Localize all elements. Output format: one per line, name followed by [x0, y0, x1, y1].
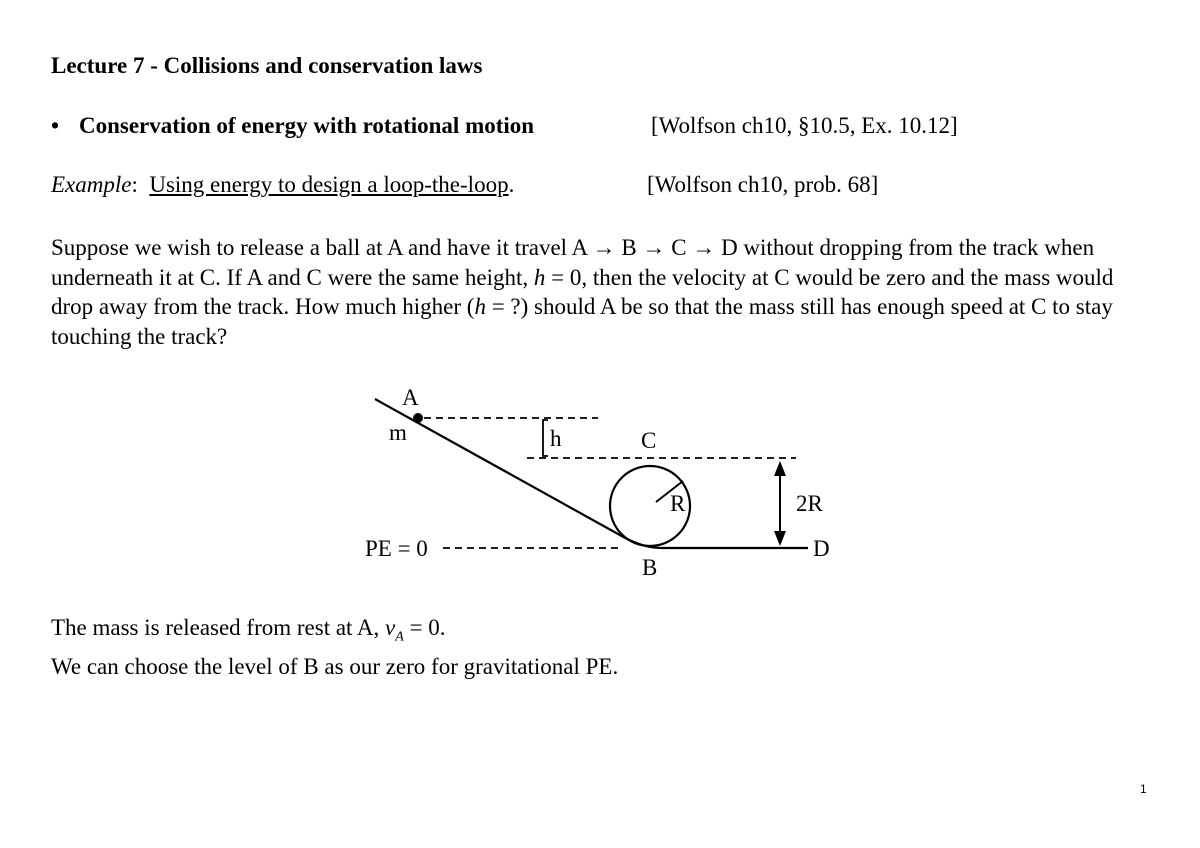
- release-text: The mass is released from rest at A,: [51, 615, 386, 640]
- page-number: 1: [1140, 782, 1147, 796]
- bullet-symbol: •: [51, 113, 60, 138]
- example-period: .: [508, 172, 515, 197]
- example-title: Using energy to design a loop-the-loop: [149, 172, 509, 197]
- label-b: B: [642, 555, 658, 580]
- two-r-arrow-head-up: [774, 461, 786, 476]
- label-2r: 2R: [796, 491, 823, 516]
- problem-text-1: Suppose we wish to release a ball at A and have it travel A → B → C → D without dropping from the track when underneath it at C. If A and C were the same height,: [51, 235, 1095, 290]
- variable-h: h: [474, 294, 486, 319]
- textbook-reference: [Wolfson ch10, §10.5, Ex. 10.12]: [651, 113, 958, 138]
- example-colon: :: [131, 172, 138, 197]
- example-label: Example: [51, 172, 132, 197]
- label-a: A: [402, 385, 419, 410]
- problem-reference: [Wolfson ch10, prob. 68]: [647, 172, 879, 197]
- label-d: D: [813, 536, 830, 561]
- h-bracket: [543, 420, 548, 456]
- page-title: Lecture 7 - Collisions and conservation laws: [51, 53, 483, 78]
- bullet-heading-text: Conservation of energy with rotational motion: [79, 113, 535, 138]
- label-h: h: [550, 426, 562, 451]
- release-value: = 0.: [403, 615, 446, 640]
- variable-h: h: [533, 264, 546, 290]
- release-statement: [51, 613, 618, 652]
- zero-level-statement: We can choose the level of B as our zero for gravitational PE.: [51, 654, 619, 680]
- solution-statements: [51, 613, 618, 682]
- label-c: C: [641, 428, 657, 453]
- velocity-subscript: A: [395, 629, 404, 645]
- label-r: R: [670, 491, 686, 516]
- label-pe-zero: PE = 0: [365, 536, 428, 561]
- velocity-symbol: v: [385, 615, 396, 640]
- ball-mass: [413, 413, 423, 423]
- problem-text-3: = ?) should A be so that the mass still has enough speed at C to stay touching the track?: [51, 294, 1113, 349]
- problem-text-2: = 0, then the velocity at C would be zero and the mass would drop away from the track. How much higher (: [51, 264, 1114, 319]
- two-r-arrow-head-down: [774, 531, 786, 546]
- label-m: m: [389, 420, 407, 445]
